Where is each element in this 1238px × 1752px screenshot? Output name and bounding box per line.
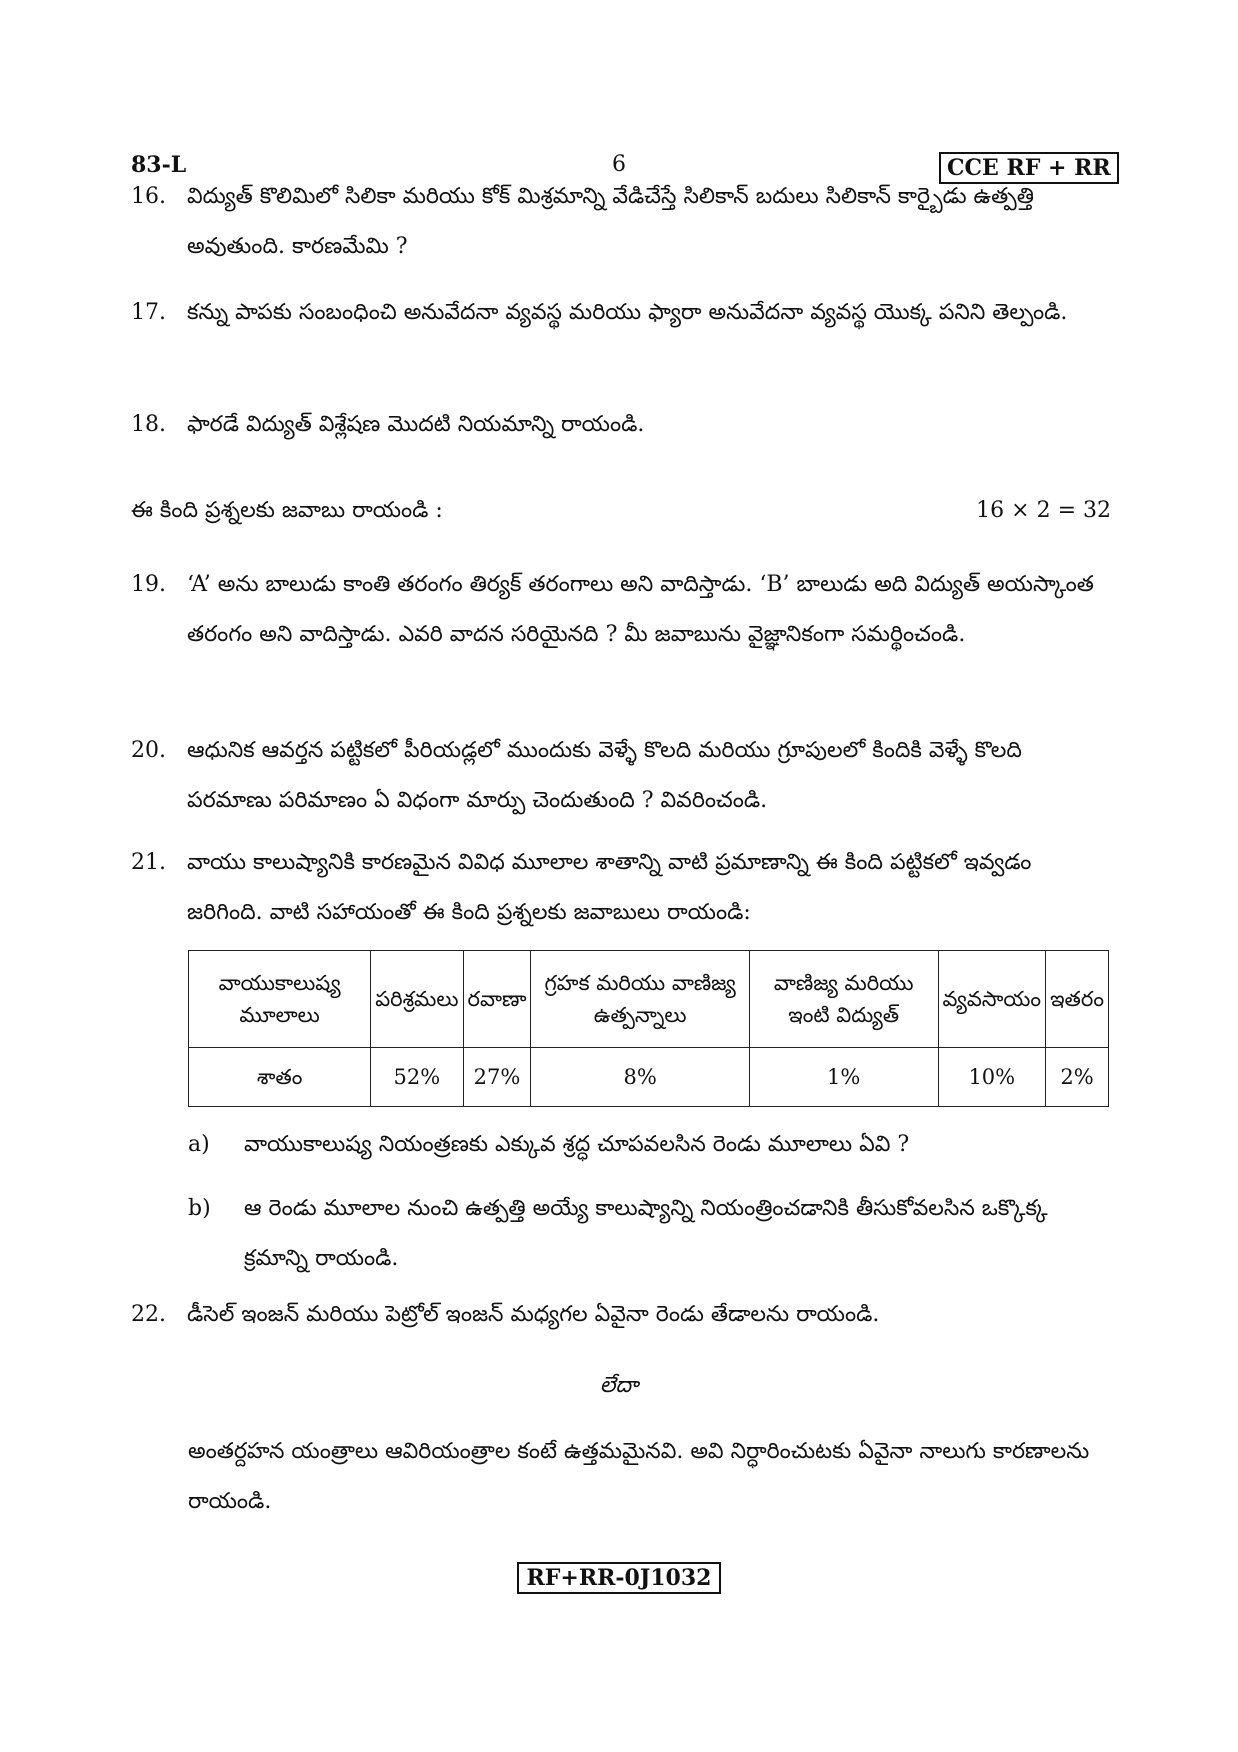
instruction-text: ఈ కింది ప్రశ్నలకు జవాబు రాయండి : xyxy=(131,498,443,523)
question-text: ఆధునిక ఆవర్తన పట్టికలో పీరియడ్లలో ముందుకు వెళ్ళే కొలది మరియు గ్రూపులలో కిందికి వెళ్ళే కొలది పరమాణు పరిమాణం ఏ విధంగా మార్పు చెందుతుంది ? వివరించండి. xyxy=(187,738,1022,813)
question-18 xyxy=(131,400,1111,450)
table-cell: 2% xyxy=(1046,1048,1109,1107)
table-cell: 1% xyxy=(749,1048,938,1107)
table-cell: శాతం xyxy=(189,1048,371,1107)
question-number: 18. xyxy=(131,412,166,437)
subquestion-text: వాయుకాలుష్య నియంత్రణకు ఎక్కువ శ్రద్ధ చూపవలసిన రెండు మూలాలు ఏవి ? xyxy=(244,1132,910,1157)
pollution-sources-table xyxy=(188,950,1109,1107)
table-cell: 52% xyxy=(371,1048,463,1107)
table-cell: 10% xyxy=(938,1048,1046,1107)
question-16 xyxy=(131,172,1111,272)
question-20 xyxy=(131,726,1111,826)
question-text: విద్యుత్ కొలిమిలో సిలికా మరియు కోక్ మిశ్రమాన్ని వేడిచేస్తే సిలికాన్ బదులు సిలికాన్ కార్బైడు ఉత్పత్తి అవుతుంది. కారణమేమి ? xyxy=(187,184,1034,259)
subquestion-b xyxy=(188,1184,1109,1284)
page-number: 6 xyxy=(612,152,626,177)
question-text: డీసెల్ ఇంజన్ మరియు పెట్రోల్ ఇంజన్ మధ్యగల ఏవైనా రెండు తేడాలను రాయండి. xyxy=(187,1302,880,1327)
table-row xyxy=(189,1048,1109,1107)
footer xyxy=(0,1562,1238,1594)
question-text: వాయు కాలుష్యానికి కారణమైన వివిధ మూలాల శాతాన్ని వాటి ప్రమాణాన్ని ఈ కింది పట్టికలో ఇవ్వడం జరిగింది. వాటి సహాయంతో ఈ కింది ప్రశ్నలకు జవాబులు రాయండి: xyxy=(187,850,1032,925)
footer-code-box: RF+RR-0J1032 xyxy=(517,1562,722,1594)
question-text: కన్ను పాపకు సంబంధించి అనువేదనా వ్యవస్థ మరియు ఫ్యారా అనువేదనా వ్యవస్థ యొక్క పనిని తెల్పండి. xyxy=(187,300,1068,325)
question-number: 19. xyxy=(131,572,166,597)
question-text: ఫారడే విద్యుత్ విశ్లేషణ మొదటి నియమాన్ని రాయండి. xyxy=(187,412,645,437)
paper-code: 83-L xyxy=(131,152,187,178)
table-header-cell: వాణిజ్య మరియు ఇంటి విద్యుత్ xyxy=(749,951,938,1048)
subquestion-text: ఆ రెండు మూలాల నుంచి ఉత్పత్తి అయ్యే కాలుష్యాన్ని నియంత్రించడానికి తీసుకోవలసిన ఒక్కొక్క క్రమాన్ని రాయండి. xyxy=(244,1196,1048,1271)
question-text: ‘A’ అను బాలుడు కాంతి తరంగం తిర్యక్ తరంగాలు అని వాదిస్తాడు. ‘B’ బాలుడు అది విద్యుత్ అయస్కాంత తరంగం అని వాదిస్తాడు. ఎవరి వాదన సరియైనది ? మీ జవాబును వైజ్ఞానికంగా సమర్థించండి. xyxy=(187,572,1094,647)
question-19 xyxy=(131,560,1111,660)
question-number: 20. xyxy=(131,738,166,763)
question-17 xyxy=(131,288,1111,338)
or-separator: లేదా xyxy=(599,1373,639,1398)
question-number: 16. xyxy=(131,184,166,209)
table-header-cell: వ్యవసాయం xyxy=(938,951,1046,1048)
section-marks: 16 × 2 = 32 xyxy=(976,498,1111,523)
table-header-cell: రవాణా xyxy=(463,951,531,1048)
table-header-row xyxy=(189,951,1109,1048)
question-22 xyxy=(131,1290,1111,1340)
section-instruction xyxy=(131,498,1111,528)
series-box: CCE RF + RR xyxy=(939,152,1119,184)
subquestion-a xyxy=(188,1120,1109,1170)
table-header-cell: వాయుకాలుష్య మూలాలు xyxy=(189,951,371,1048)
table-header-cell: గ్రహక మరియు వాణిజ్య ఉత్పన్నాలు xyxy=(531,951,749,1048)
question-number: 17. xyxy=(131,300,166,325)
question-number: 22. xyxy=(131,1302,166,1327)
subquestion-label: a) xyxy=(188,1132,210,1157)
question-number: 21. xyxy=(131,850,166,875)
alternative-question: అంతర్దహన యంత్రాలు ఆవిరియంత్రాల కంటే ఉత్తమమైనవి. అవి నిర్ధారించుటకు ఏవైనా నాలుగు కారణాలను రాయండి. xyxy=(188,1439,1090,1514)
table-cell: 27% xyxy=(463,1048,531,1107)
table-cell: 8% xyxy=(531,1048,749,1107)
subquestion-label: b) xyxy=(188,1196,211,1221)
table-header-cell: ఇతరం xyxy=(1046,951,1109,1048)
question-21 xyxy=(131,838,1111,938)
table-header-cell: పరిశ్రమలు xyxy=(371,951,463,1048)
